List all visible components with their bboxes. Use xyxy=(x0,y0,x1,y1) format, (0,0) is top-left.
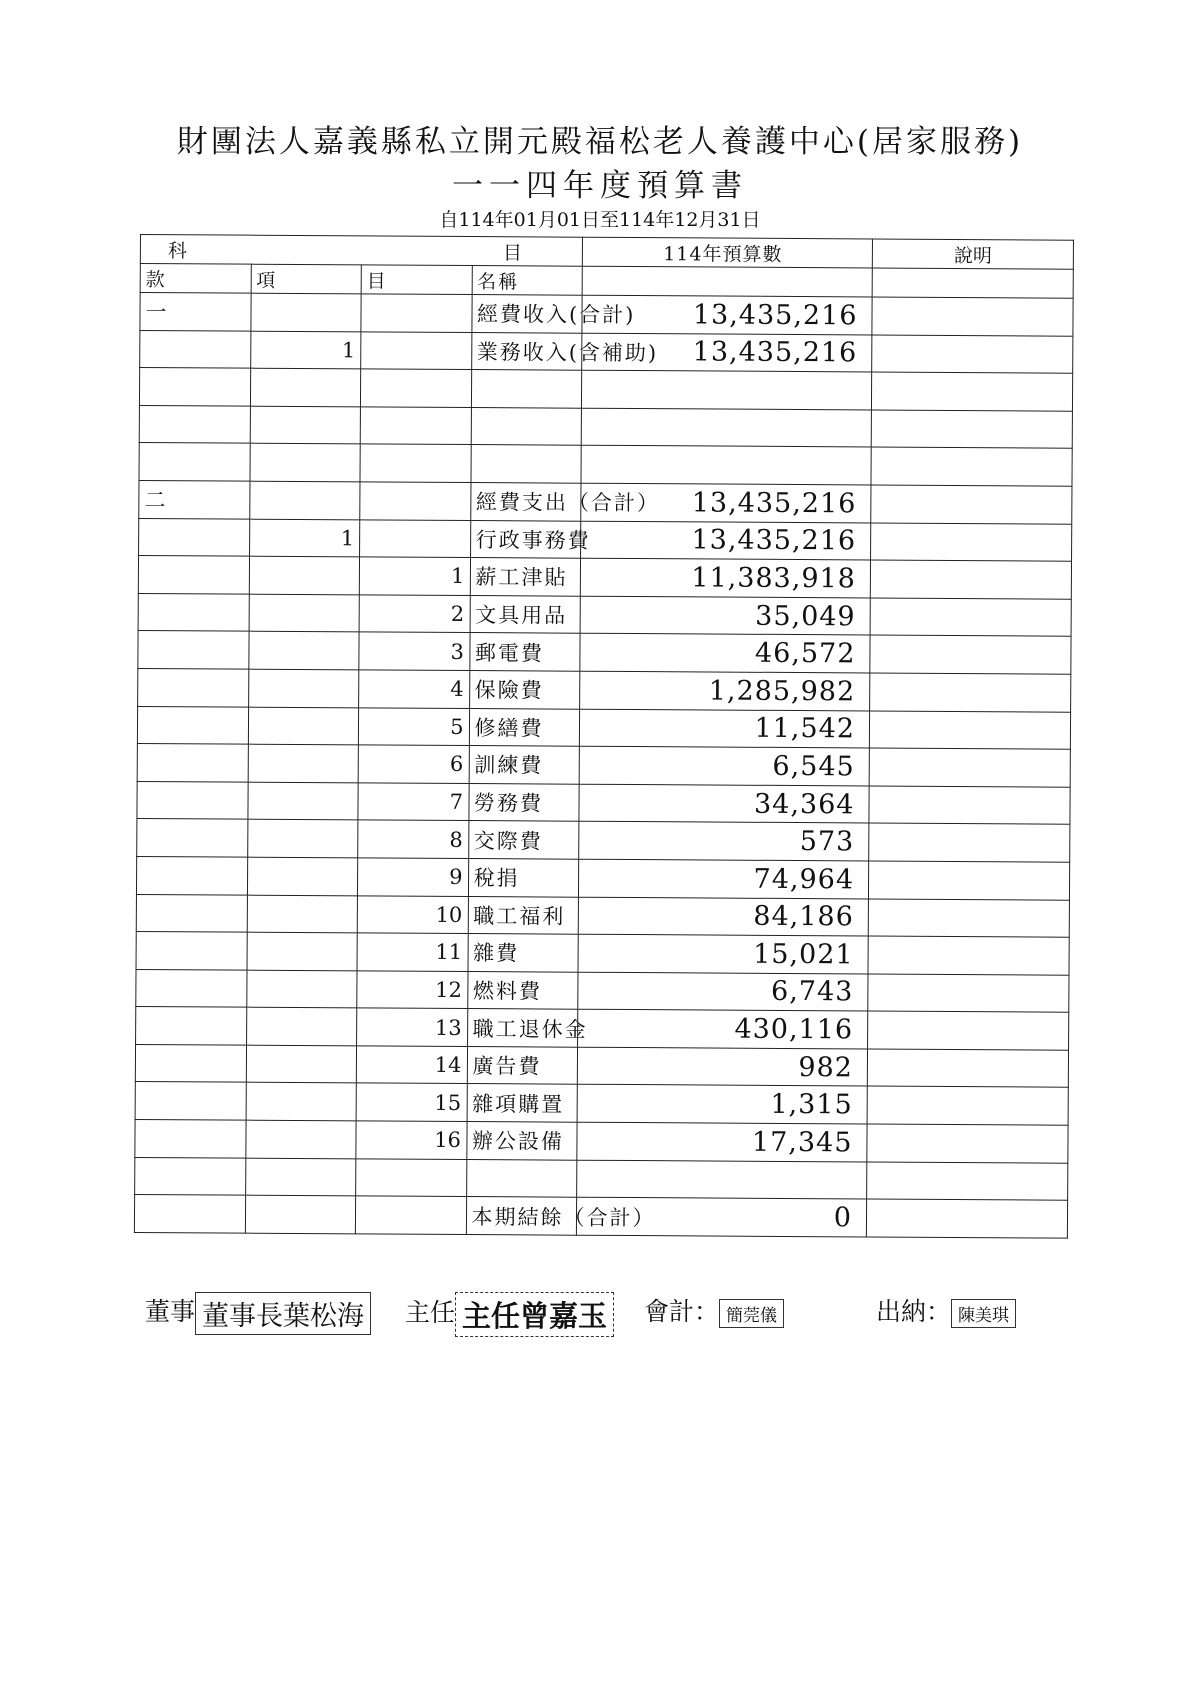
cell-note xyxy=(867,1124,1068,1163)
table-row xyxy=(139,443,1072,486)
table-row xyxy=(140,330,1073,373)
cell-mu: 5 xyxy=(358,707,469,745)
header-ke: 科 xyxy=(167,239,187,262)
cell-amount: 11,542 xyxy=(579,709,869,748)
cell-kuan xyxy=(136,856,247,894)
header-xiang: 項 xyxy=(251,264,362,294)
cell-note xyxy=(871,372,1072,411)
cell-xiang: 1 xyxy=(250,331,361,369)
cell-amount: 84,186 xyxy=(578,897,868,936)
cell-xiang xyxy=(249,556,360,594)
header-name: 名稱 xyxy=(472,266,583,296)
cell-amount: 6,743 xyxy=(578,972,868,1011)
signature-chairman xyxy=(145,1292,371,1335)
cell-xiang xyxy=(250,406,361,444)
header-mu-top: 目 xyxy=(502,241,522,264)
cell-amount: 982 xyxy=(577,1047,867,1086)
cell-note xyxy=(871,447,1072,486)
table-row xyxy=(138,593,1071,636)
cell-name: 雜費 xyxy=(468,934,579,972)
cell-name: 雜項購置 xyxy=(467,1084,578,1122)
cell-mu: 8 xyxy=(358,820,469,858)
signature-director xyxy=(405,1292,614,1337)
cell-amount xyxy=(581,370,871,409)
cell-kuan xyxy=(138,668,249,706)
cell-name: 本期結餘（合計） xyxy=(466,1197,577,1235)
cell-name: 經費收入(合計) xyxy=(471,295,582,333)
cell-kuan xyxy=(140,330,251,368)
cell-note xyxy=(871,410,1072,449)
cell-kuan xyxy=(139,443,250,481)
accountant-label: 會計： xyxy=(644,1297,720,1326)
cell-mu: 16 xyxy=(356,1121,467,1159)
table-row xyxy=(137,744,1070,787)
cell-amount xyxy=(581,446,871,485)
header-amount: 114年預算數 xyxy=(582,237,872,268)
cell-mu xyxy=(360,482,471,520)
table-row xyxy=(139,405,1072,448)
signature-accountant xyxy=(644,1292,784,1328)
cell-kuan xyxy=(137,819,248,857)
table-row xyxy=(136,932,1069,975)
cell-xiang xyxy=(247,819,358,857)
chairman-stamp: 董事長葉松海 xyxy=(195,1292,371,1335)
cell-name: 訓練費 xyxy=(469,746,580,784)
cell-mu: 15 xyxy=(356,1083,467,1121)
document-subtitle: 一一四年度預算書 xyxy=(452,168,748,204)
cell-mu xyxy=(361,331,472,369)
cell-name xyxy=(471,370,582,408)
cell-name: 保險費 xyxy=(469,670,580,708)
cell-name: 廣告費 xyxy=(467,1046,578,1084)
table-row xyxy=(139,518,1072,561)
cell-note xyxy=(867,1049,1068,1088)
table-row xyxy=(136,894,1069,937)
cell-note xyxy=(872,297,1073,336)
cell-kuan xyxy=(138,556,249,594)
table-row xyxy=(137,781,1070,824)
cell-amount: 430,116 xyxy=(578,1009,868,1048)
accountant-stamp: 簡莞儀 xyxy=(719,1299,784,1328)
cell-name: 稅捐 xyxy=(468,858,579,896)
table-row xyxy=(136,1007,1069,1050)
cell-amount: 13,435,216 xyxy=(582,333,872,372)
cell-note xyxy=(869,786,1070,825)
table-row xyxy=(135,1082,1068,1125)
budget-period: 自114年01月01日至114年12月31日 xyxy=(439,209,761,231)
chairman-label: 董事 xyxy=(145,1297,196,1326)
cell-name: 薪工津貼 xyxy=(470,558,581,596)
cell-amount: 0 xyxy=(576,1197,866,1236)
cell-note xyxy=(870,635,1071,674)
header-mu: 目 xyxy=(361,265,472,295)
cell-kuan xyxy=(136,932,247,970)
cell-xiang xyxy=(247,932,358,970)
cell-xiang xyxy=(250,368,361,406)
table-row xyxy=(139,368,1072,411)
cell-amount: 34,364 xyxy=(579,784,869,823)
cell-xiang xyxy=(250,293,361,331)
cell-xiang xyxy=(249,481,360,519)
cell-mu: 14 xyxy=(356,1046,467,1084)
table-row xyxy=(140,293,1073,336)
cell-note xyxy=(868,898,1069,937)
cell-xiang xyxy=(248,744,359,782)
cell-xiang xyxy=(247,895,358,933)
cell-kuan xyxy=(135,1120,246,1158)
cell-mu: 1 xyxy=(359,557,470,595)
cell-xiang xyxy=(246,1045,357,1083)
cell-amount: 13,435,216 xyxy=(582,295,872,334)
cell-kuan: 一 xyxy=(140,293,251,331)
table-row xyxy=(136,856,1069,899)
cell-amount: 6,545 xyxy=(579,746,869,785)
cell-note xyxy=(867,1086,1068,1125)
document-title: 財團法人嘉義縣私立開元殿福松老人養護中心(居家服務) xyxy=(176,124,1024,160)
cell-note xyxy=(869,748,1070,787)
cell-name xyxy=(471,407,582,445)
cell-kuan xyxy=(134,1195,245,1233)
cell-note xyxy=(872,335,1073,374)
cell-mu: 9 xyxy=(357,858,468,896)
cell-kuan xyxy=(136,969,247,1007)
table-row xyxy=(138,631,1071,674)
cell-name: 行政事務費 xyxy=(470,520,581,558)
cell-kuan xyxy=(135,1157,246,1195)
cell-name: 郵電費 xyxy=(469,633,580,671)
table-row xyxy=(135,1120,1068,1163)
table-row xyxy=(135,1157,1068,1200)
cell-name: 燃料費 xyxy=(467,971,578,1009)
cell-kuan xyxy=(136,894,247,932)
cell-mu: 2 xyxy=(359,595,470,633)
budget-table xyxy=(134,234,1074,1239)
cell-note xyxy=(870,598,1071,637)
cell-xiang xyxy=(248,632,359,670)
cell-note xyxy=(871,523,1072,562)
cell-kuan xyxy=(139,518,250,556)
cell-name: 勞務費 xyxy=(468,783,579,821)
cell-xiang xyxy=(246,1007,357,1045)
cell-mu xyxy=(356,1158,467,1196)
cell-mu: 13 xyxy=(357,1008,468,1046)
cell-kuan xyxy=(135,1082,246,1120)
cell-note xyxy=(870,560,1071,599)
table-row xyxy=(135,1044,1068,1087)
cell-name xyxy=(470,445,581,483)
cell-note xyxy=(866,1199,1067,1238)
table-row xyxy=(136,969,1069,1012)
cell-note xyxy=(867,1162,1068,1201)
header-subject xyxy=(140,235,582,267)
cell-name: 辦公設備 xyxy=(466,1122,577,1160)
cell-mu: 11 xyxy=(357,933,468,971)
cell-amount: 573 xyxy=(579,822,869,861)
director-label: 主任 xyxy=(405,1298,456,1327)
cell-name: 業務收入(含補助) xyxy=(471,332,582,370)
cell-amount: 11,383,918 xyxy=(580,558,870,597)
header-note: 說明 xyxy=(872,239,1073,269)
cell-amount xyxy=(581,408,871,447)
cell-xiang xyxy=(245,1195,356,1233)
cell-note xyxy=(868,936,1069,975)
cell-kuan xyxy=(137,781,248,819)
cell-xiang xyxy=(248,669,359,707)
cell-note xyxy=(869,823,1070,862)
cashier-stamp: 陳美琪 xyxy=(951,1299,1016,1328)
table-row xyxy=(134,1195,1067,1238)
cell-mu xyxy=(355,1196,466,1234)
cell-kuan xyxy=(135,1044,246,1082)
cell-amount xyxy=(577,1160,867,1199)
table-row xyxy=(138,668,1071,711)
cell-amount: 13,435,216 xyxy=(581,521,871,560)
cell-name: 經費支出（合計） xyxy=(470,482,581,520)
cell-xiang xyxy=(249,594,360,632)
cell-xiang xyxy=(246,970,357,1008)
cell-mu: 6 xyxy=(358,745,469,783)
header-kuan: 款 xyxy=(140,264,251,294)
cell-amount: 1,285,982 xyxy=(580,671,870,710)
cell-note xyxy=(870,673,1071,712)
cell-kuan xyxy=(138,631,249,669)
table-row xyxy=(137,819,1070,862)
cell-xiang xyxy=(247,857,358,895)
cell-mu xyxy=(360,407,471,445)
cell-kuan xyxy=(139,405,250,443)
cell-xiang xyxy=(247,782,358,820)
cell-name: 文具用品 xyxy=(470,595,581,633)
director-stamp: 主任曾嘉玉 xyxy=(455,1292,614,1337)
cell-note xyxy=(869,710,1070,749)
cell-mu: 10 xyxy=(357,895,468,933)
cell-kuan xyxy=(139,368,250,406)
cell-name: 職工退休金 xyxy=(467,1009,578,1047)
cell-xiang: 1 xyxy=(249,519,360,557)
table-header-row-1 xyxy=(140,235,1073,270)
cell-amount: 17,345 xyxy=(577,1122,867,1161)
cell-mu xyxy=(360,369,471,407)
cell-amount: 35,049 xyxy=(580,596,870,635)
cell-mu: 4 xyxy=(359,670,470,708)
cell-amount: 13,435,216 xyxy=(581,483,871,522)
cell-note xyxy=(871,485,1072,524)
cell-kuan: 二 xyxy=(139,480,250,518)
cell-xiang xyxy=(245,1120,356,1158)
cell-note xyxy=(868,1011,1069,1050)
cell-mu xyxy=(361,294,472,332)
cell-mu xyxy=(360,444,471,482)
cell-note xyxy=(868,974,1069,1013)
cell-xiang xyxy=(248,707,359,745)
cell-name: 修繕費 xyxy=(469,708,580,746)
header-note-blank xyxy=(872,268,1073,298)
cell-kuan xyxy=(137,744,248,782)
cell-mu: 7 xyxy=(358,783,469,821)
cell-amount: 1,315 xyxy=(577,1085,867,1124)
cell-kuan xyxy=(137,706,248,744)
table-row xyxy=(139,480,1072,523)
cell-amount: 15,021 xyxy=(578,934,868,973)
cell-name: 職工福利 xyxy=(468,896,579,934)
cell-name: 交際費 xyxy=(468,821,579,859)
cell-mu xyxy=(360,519,471,557)
cell-xiang xyxy=(249,444,360,482)
header-amount-blank xyxy=(582,266,872,297)
cell-mu: 3 xyxy=(359,632,470,670)
cell-name xyxy=(466,1159,577,1197)
cell-xiang xyxy=(245,1158,356,1196)
cell-amount: 74,964 xyxy=(578,859,868,898)
signature-cashier xyxy=(876,1292,1016,1328)
cell-kuan xyxy=(138,593,249,631)
table-row xyxy=(138,556,1071,599)
cell-kuan xyxy=(136,1007,247,1045)
cell-note xyxy=(868,861,1069,900)
cell-mu: 12 xyxy=(357,971,468,1009)
cashier-label: 出納： xyxy=(876,1297,952,1326)
cell-xiang xyxy=(246,1083,357,1121)
cell-amount: 46,572 xyxy=(580,634,870,673)
table-row xyxy=(137,706,1070,749)
